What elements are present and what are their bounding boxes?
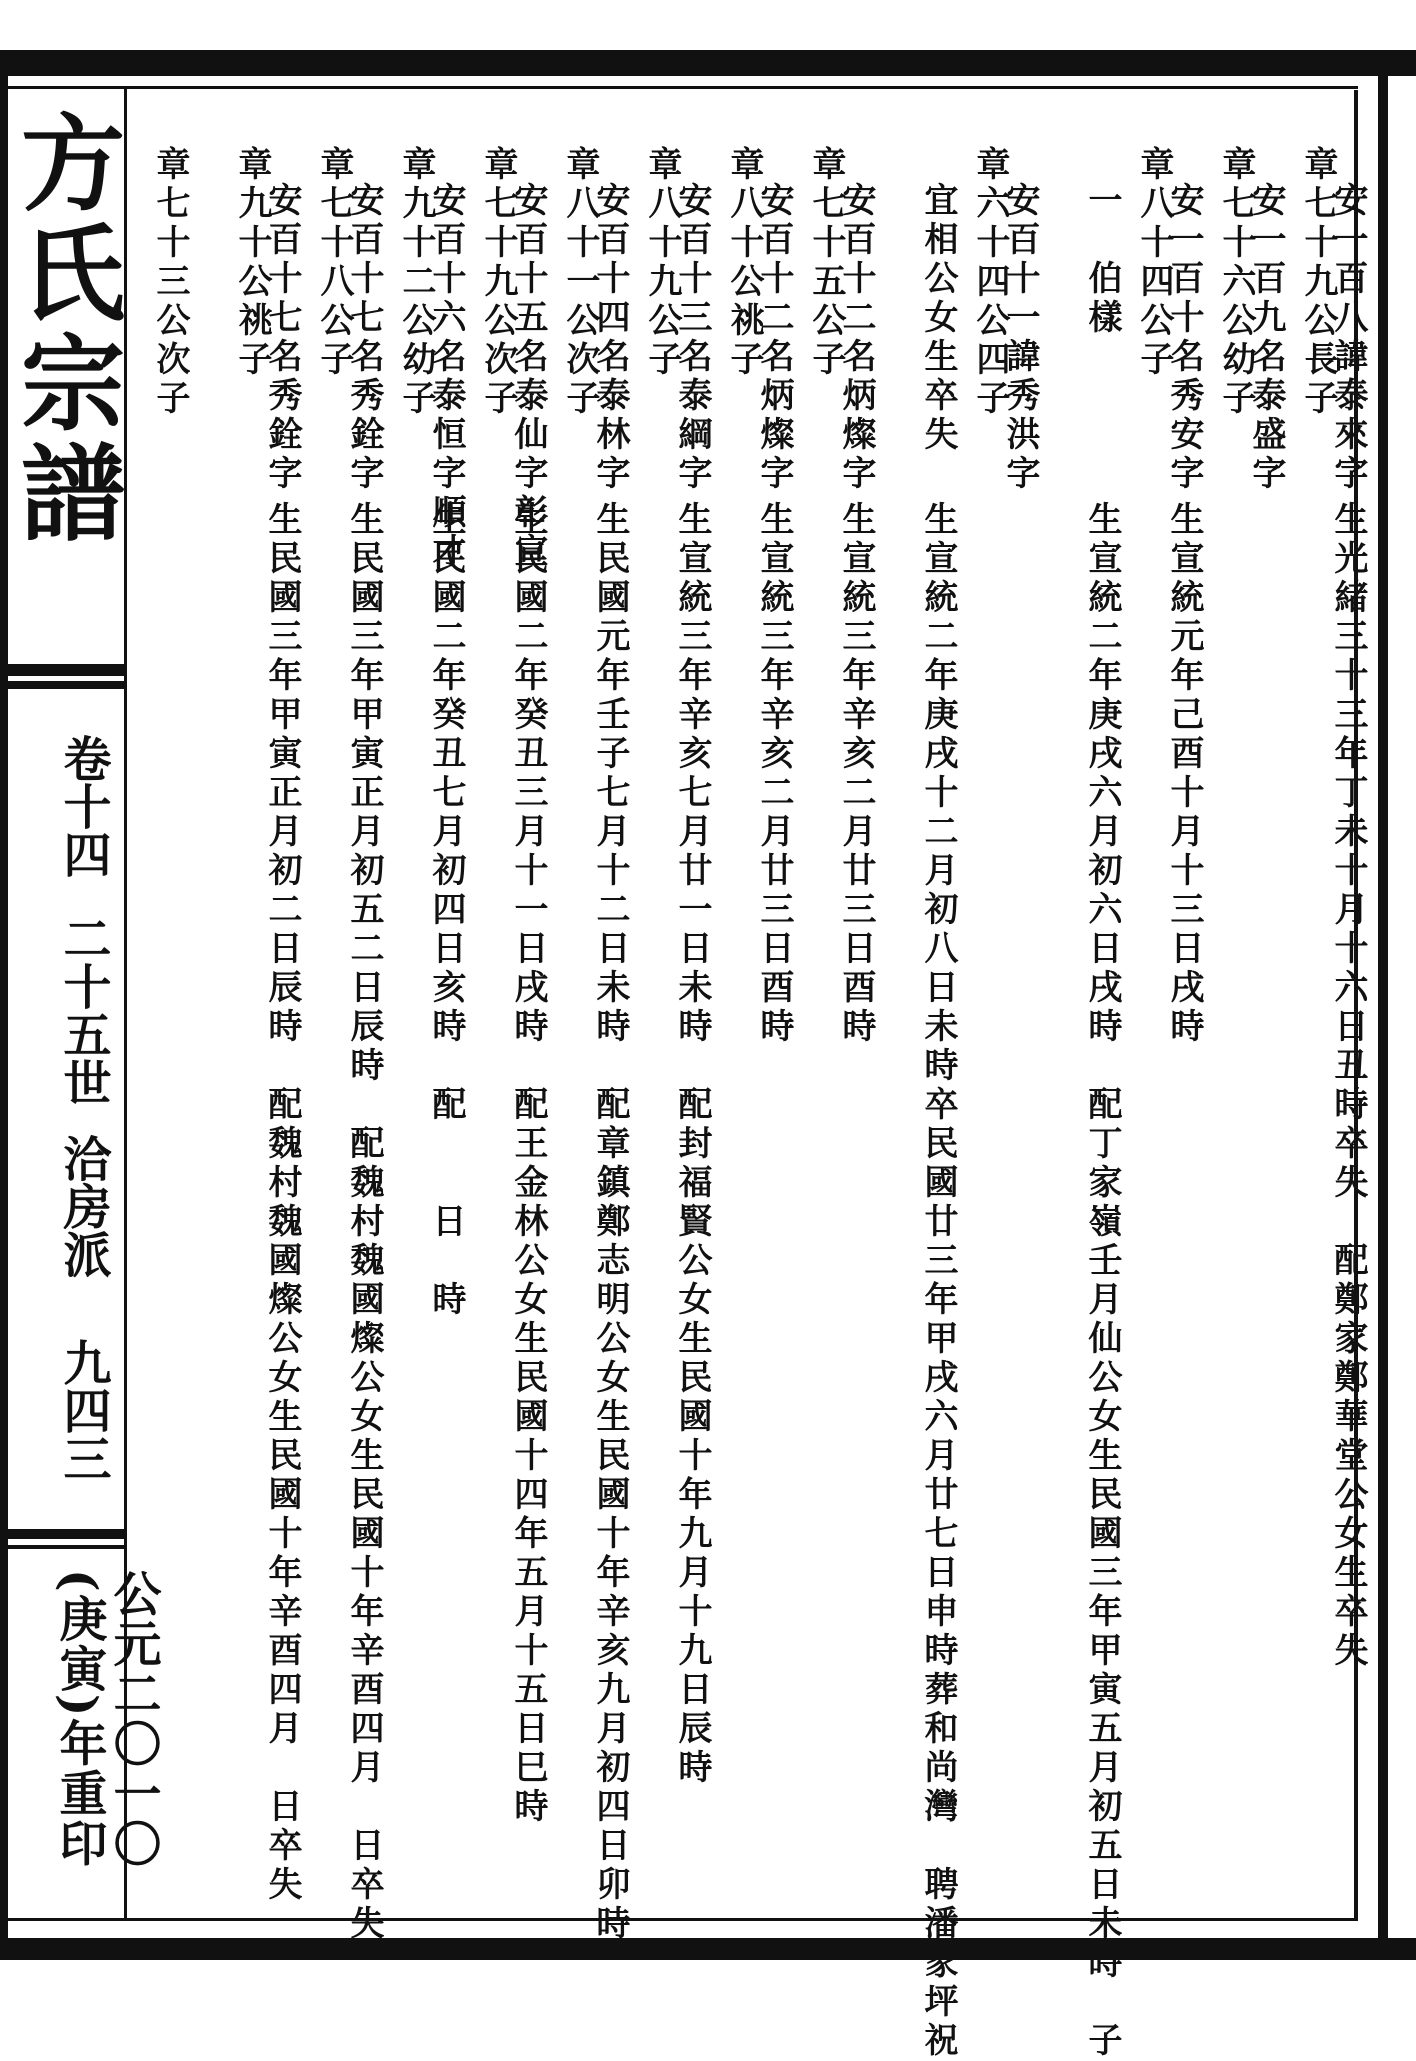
entry-head: 章七十八公子	[314, 146, 354, 380]
entry-head: 章七十五公子	[806, 146, 846, 380]
genealogy-entry	[150, 146, 214, 1926]
entry-head: 章七十三公次子	[150, 146, 190, 419]
genealogy-entry	[314, 146, 384, 1944]
frame-right-border	[1378, 50, 1388, 1960]
entry-head: 章九十公祧子	[232, 146, 272, 380]
entry-head: 章八十公祧子	[724, 146, 764, 380]
entry-name: 安百十一諱秀洪字	[1000, 182, 1040, 494]
branch-label: 洽房派	[55, 1134, 111, 1278]
genealogy-entry	[1216, 146, 1286, 1926]
spine-band-upper-thin	[0, 681, 124, 689]
entry-head: 章七十九公次子	[478, 146, 518, 419]
entry-record: 生民國二年癸丑七月初四日亥時 配 日 時	[426, 501, 466, 1320]
entry-record: 生民國元年壬子七月十二日未時 配章鎮鄭志明公女生民國十年辛亥九月初四日卯時	[590, 501, 630, 1944]
entry-name: 宜相公女生卒失	[918, 182, 958, 455]
entry-head: 章六十四公四子	[970, 146, 1010, 419]
entry-record: 生宣統元年己酉十月十三日戌時	[1164, 501, 1204, 1047]
entry-name: 安一百九名泰盛字	[1246, 182, 1286, 494]
entry-record: 生民國三年甲寅正月初五二日辰時 配魏村魏國燦公女生民國十年辛酉四月 日卒失	[344, 501, 384, 1944]
entry-name: 安百十三名泰綱字	[672, 182, 712, 494]
entry-name: 安百十二名炳燦字	[836, 182, 876, 494]
entry-head: 章七十六公幼子	[1216, 146, 1256, 419]
genealogy-entry	[396, 146, 466, 1926]
spine-band-lower	[0, 1529, 124, 1539]
frame-bottom-border	[0, 1938, 1416, 1960]
genealogy-entry	[970, 146, 1040, 1926]
genealogy-entry	[1298, 146, 1368, 1926]
spine-band-upper	[0, 664, 124, 676]
genealogy-entry	[806, 146, 876, 1926]
spine-info	[56, 734, 110, 1482]
entry-name: 安百十七名秀銓字	[262, 182, 302, 494]
entry-name: 安百十四名泰林字	[590, 182, 630, 494]
entry-head: 章八十四公子	[1134, 146, 1174, 380]
genealogy-entry	[642, 146, 712, 1926]
book-spine	[0, 89, 161, 1918]
genealogy-entry	[232, 146, 302, 1926]
entry-head: 章九十二公幼子	[396, 146, 436, 419]
entry-record: 生宣統二年庚戌十二月初八日未時卒民國廿三年甲戌六月廿七日申時葬和尚灣 聘潘家坪祝	[918, 501, 958, 2061]
frame-inner-top-rule	[0, 86, 1358, 89]
entry-record: 生宣統三年辛亥二月廿三日酉時	[836, 501, 876, 1047]
genealogy-entry	[888, 146, 958, 2061]
entry-name: 安一百八諱泰來字	[1328, 182, 1368, 494]
entry-record: 生宣統三年辛亥七月廿一日未時 配封福賢公女生民國十年九月十九日辰時	[672, 501, 712, 1788]
entry-record: 生民國二年癸丑三月十一日戌時 配王金林公女生民國十四年五月十五日巳時	[508, 501, 548, 1827]
volume-label: 卷十四	[55, 734, 111, 878]
entry-name: 安百十二名炳燦字	[754, 182, 794, 494]
generation-label: 二十五世	[55, 914, 111, 1106]
entry-head: 章八十一公次子	[560, 146, 600, 419]
entry-name: 一 伯樣	[1082, 182, 1122, 338]
genealogy-entry	[1052, 146, 1122, 2061]
entry-head: 章八十九公子	[642, 146, 682, 380]
book-title: 方氏宗譜	[3, 109, 126, 549]
entry-name: 安百十六名泰恒字順才	[426, 182, 466, 572]
entry-record: 生光緒三十三年丁未十月十六日丑時卒失 配鄭家鄭華堂公女生卒失	[1328, 501, 1368, 1671]
entry-record: 生民國三年甲寅正月初二日辰時 配魏村魏國燦公女生民國十年辛酉四月 日卒失	[262, 501, 302, 1905]
genealogy-entry	[560, 146, 630, 1944]
frame-top-border	[0, 50, 1416, 76]
entry-name: 安百十五名泰仙字彰宣	[508, 182, 548, 572]
reprint-note: 公元二〇一〇(庚寅)年重印	[51, 1569, 161, 1869]
entry-name: 安百十七名秀銓字	[344, 182, 384, 494]
entry-record: 生宣統三年辛亥二月廿三日酉時	[754, 501, 794, 1047]
entry-record: 生宣統二年庚戌六月初六日戌時 配丁家嶺壬月仙公女生民國三年甲寅五月初五日未時 子	[1082, 501, 1122, 2061]
page-number: 九四三	[55, 1338, 111, 1482]
entry-head: 章七十九公長子	[1298, 146, 1338, 419]
entry-name: 安一百十名秀安字	[1164, 182, 1204, 494]
genealogy-entry	[1134, 146, 1204, 1926]
genealogy-entry	[724, 146, 794, 1926]
genealogy-entry	[478, 146, 548, 1926]
spine-band-lower-thin	[0, 1545, 124, 1549]
